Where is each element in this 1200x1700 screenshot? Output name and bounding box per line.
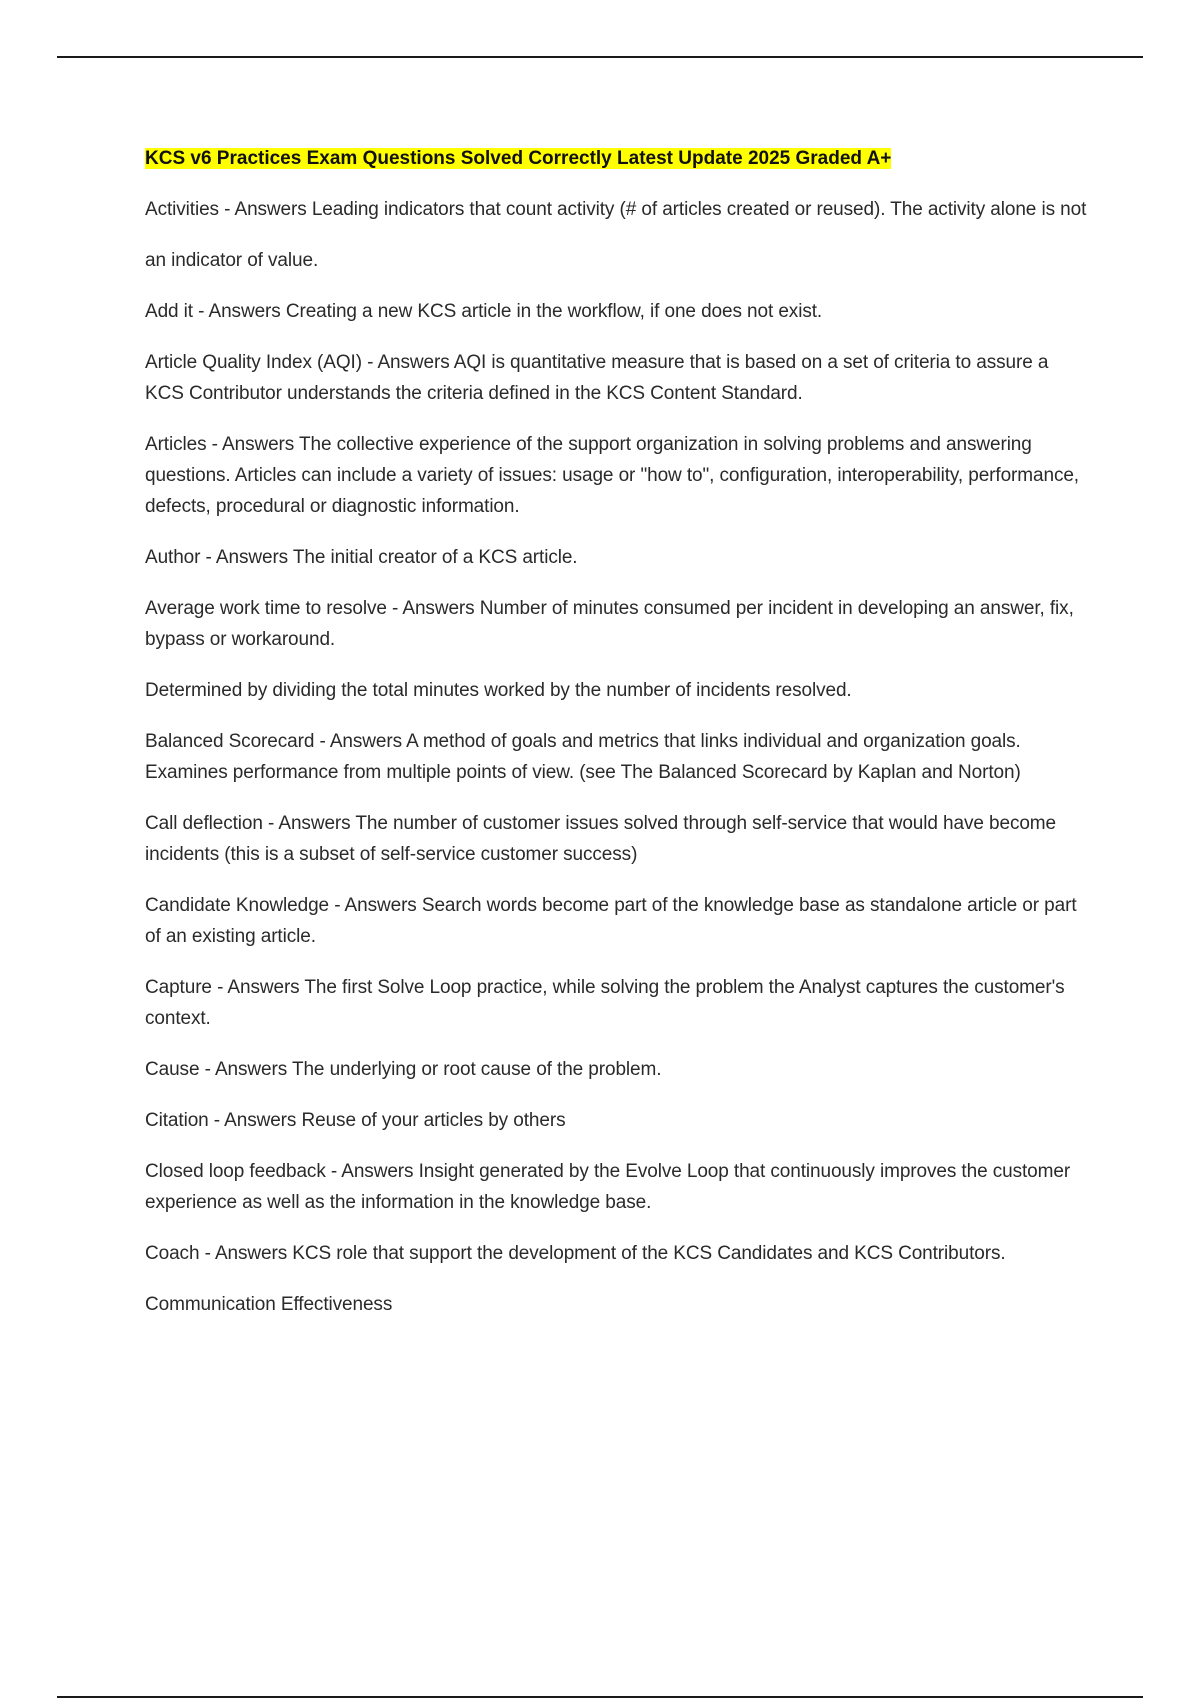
paragraph-cause: Cause - Answers The underlying or root cause of the problem. <box>145 1059 662 1080</box>
paragraph-citation: Citation - Answers Reuse of your articles by others <box>145 1110 566 1131</box>
highlighted-title-text: KCS v6 Practices Exam Questions Solved Correctly Latest Update 2025 Graded A+ <box>145 148 892 169</box>
paragraph-call-deflection: Call deflection - Answers The number of customer issues solved through self-service that would have become incidents (this is a subset of self-service customer success) <box>145 813 1057 865</box>
paragraph-coach: Coach - Answers KCS role that support the development of the KCS Candidates and KCS Contributors. <box>145 1243 1006 1264</box>
document-body <box>145 144 1090 1340</box>
paragraph-activities-continued: an indicator of value. <box>145 250 319 271</box>
paragraph-communication-effectiveness: Communication Effectiveness <box>145 1294 393 1315</box>
paragraph-capture: Capture - Answers The first Solve Loop practice, while solving the problem the Analyst captures the customer's context. <box>145 977 1065 1029</box>
paragraph-articles: Articles - Answers The collective experience of the support organization in solving problems and answering questions. Articles can include a variety of issues: usage or "how to", configuration, interoperability, performance, defects, procedural or diagnostic information. <box>145 434 1079 517</box>
paragraph-article-quality-index: Article Quality Index (AQI) - Answers AQI is quantitative measure that is based on a set of criteria to assure a KCS Contributor understands the criteria defined in the KCS Content Standard. <box>145 352 1049 404</box>
paragraph-closed-loop-feedback: Closed loop feedback - Answers Insight generated by the Evolve Loop that continuously improves the customer experience as well as the information in the knowledge base. <box>145 1161 1071 1213</box>
paragraph-average-work-time: Average work time to resolve - Answers Number of minutes consumed per incident in developing an answer, fix, bypass or workaround. <box>145 598 1074 650</box>
document-title <box>145 144 1090 174</box>
header-rule <box>57 56 1143 58</box>
footer-rule <box>57 1696 1143 1698</box>
paragraph-candidate-knowledge: Candidate Knowledge - Answers Search words become part of the knowledge base as standalone article or part of an existing article. <box>145 895 1077 947</box>
paragraph-activities: Activities - Answers Leading indicators that count activity (# of articles created or reused). The activity alone is not <box>145 199 1087 220</box>
paragraph-author: Author - Answers The initial creator of a KCS article. <box>145 547 578 568</box>
paragraph-add-it: Add it - Answers Creating a new KCS article in the workflow, if one does not exist. <box>145 301 823 322</box>
paragraph-balanced-scorecard: Balanced Scorecard - Answers A method of goals and metrics that links individual and organization goals. Examines performance from multiple points of view. (see The Balanced Scorecard by Kaplan and Norton) <box>145 731 1021 783</box>
paragraph-average-work-time-continued: Determined by dividing the total minutes worked by the number of incidents resolved. <box>145 680 852 701</box>
